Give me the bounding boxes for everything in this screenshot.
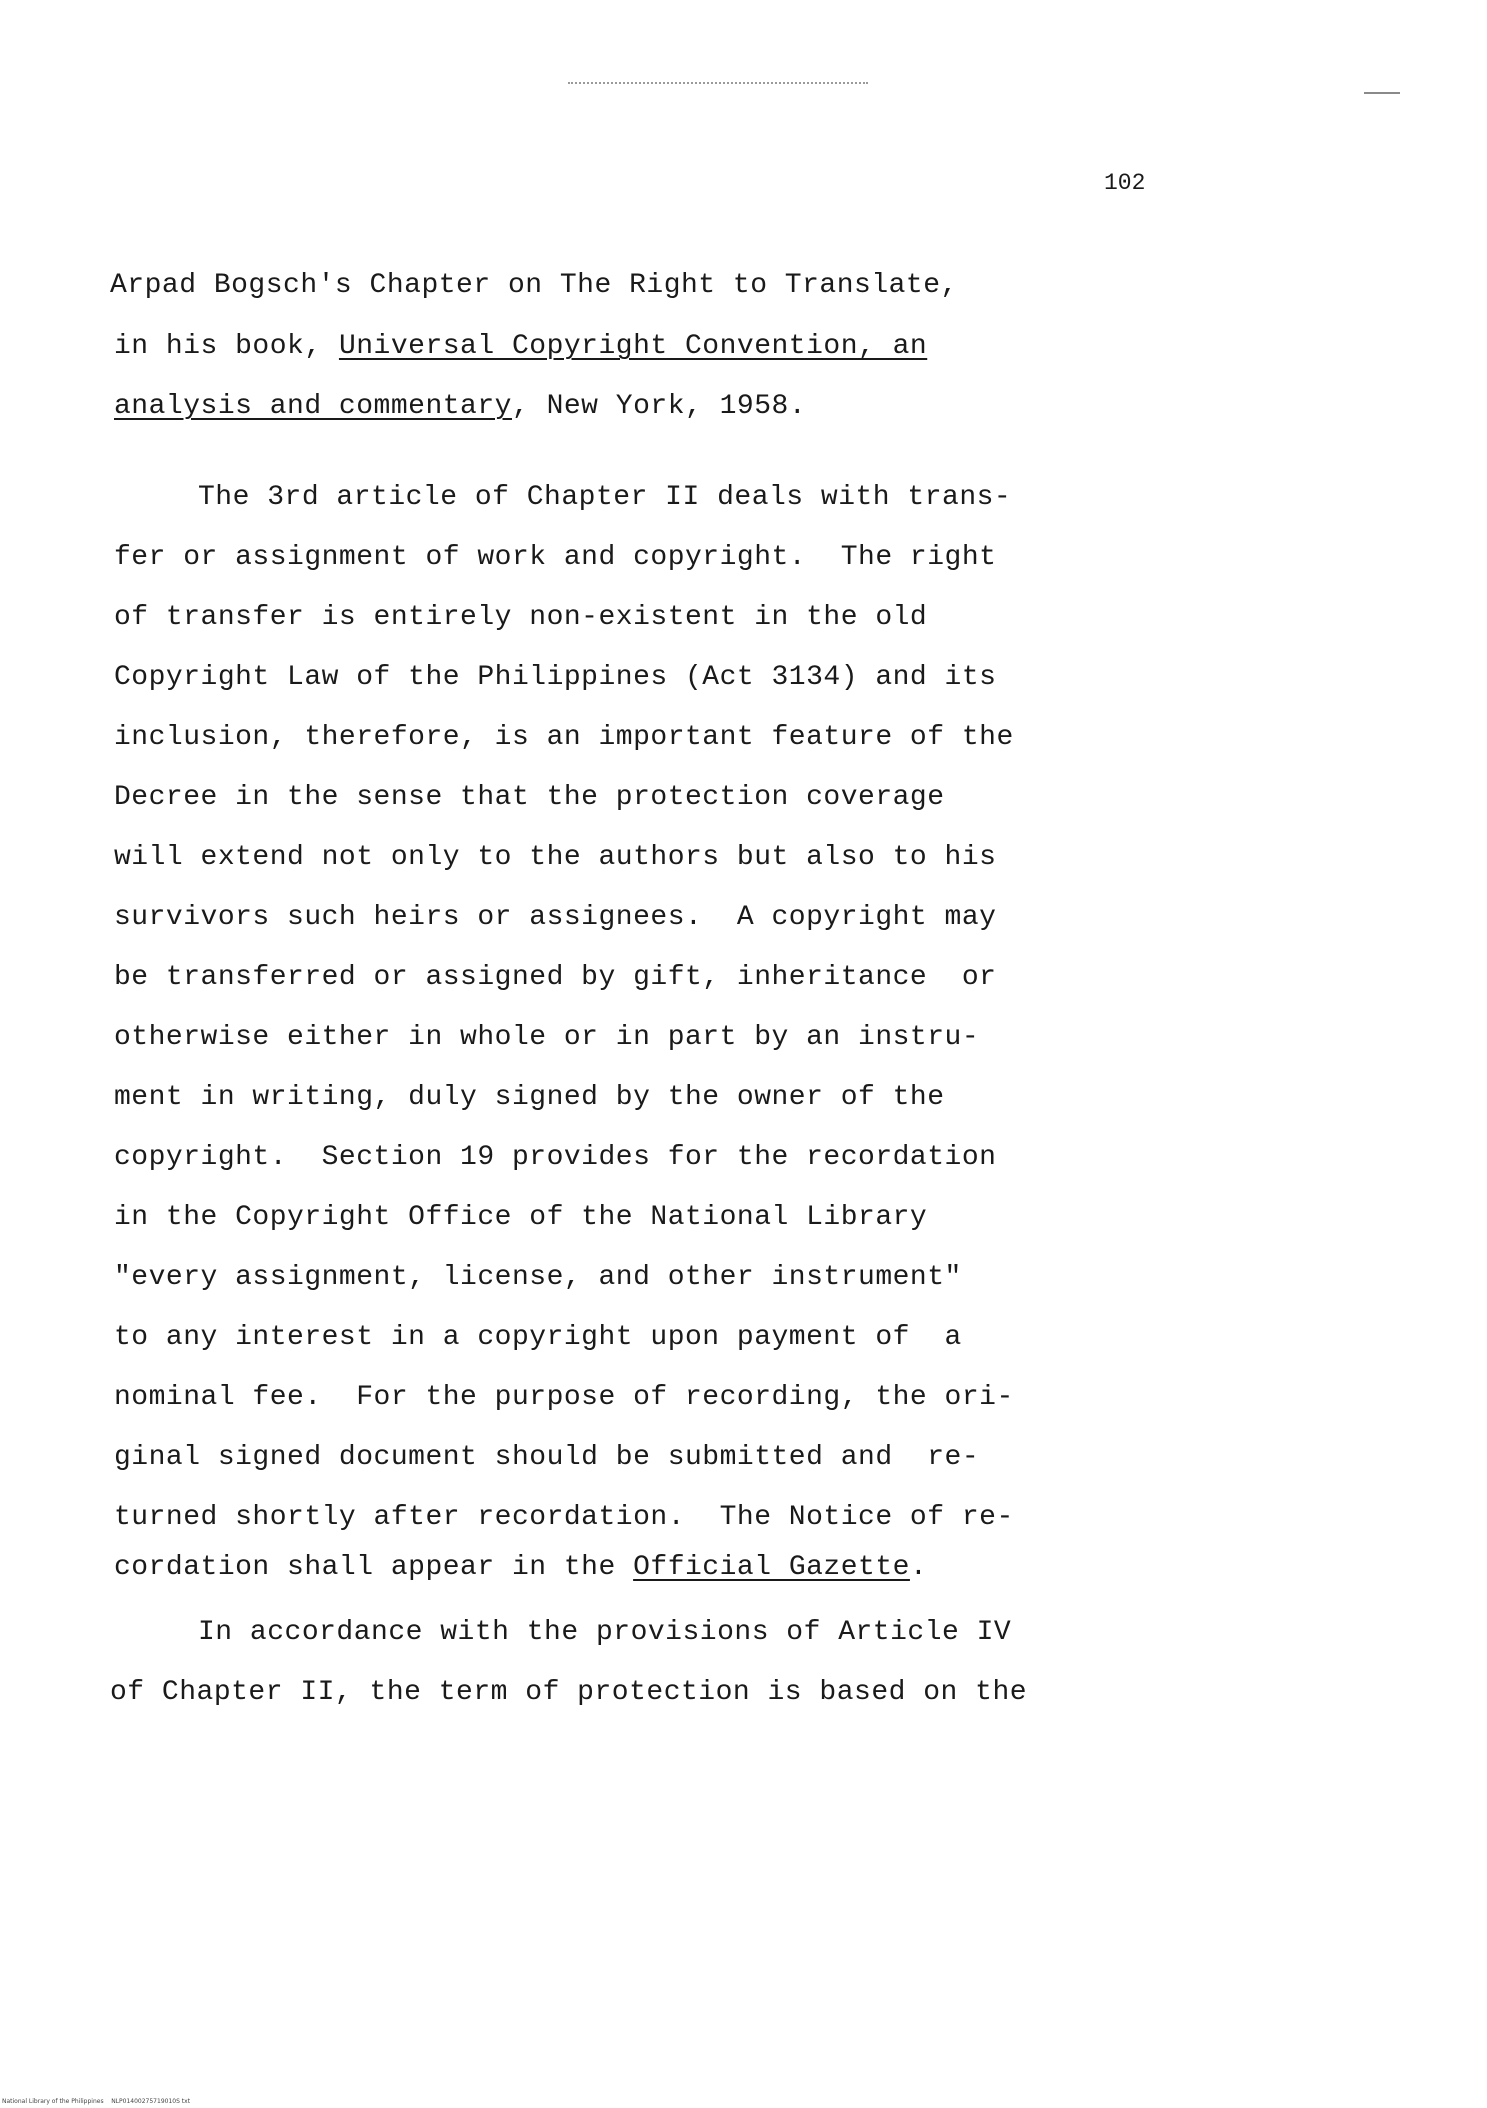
paragraph-1-line-8: survivors such heirs or assignees. A copyright may — [114, 902, 997, 933]
paragraph-1-line-16: nominal fee. For the purpose of recording, the ori- — [114, 1382, 1014, 1413]
paragraph-1-line-14: "every assignment, license, and other instrument" — [114, 1262, 962, 1293]
gazette-line-prefix: cordation shall appear in the — [114, 1552, 634, 1583]
paragraph-1-line-1: The 3rd article of Chapter II deals with trans- — [198, 482, 1012, 513]
paragraph-2-line-1: In accordance with the provisions of Article IV — [198, 1617, 1012, 1648]
citation-line-3 — [114, 393, 806, 421]
paragraph-1-line-18: turned shortly after recordation. The Notice of re- — [114, 1502, 1014, 1533]
paragraph-1-line-11: ment in writing, duly signed by the owner of the — [114, 1082, 945, 1113]
paragraph-1-line-5: inclusion, therefore, is an important feature of the — [114, 722, 1014, 753]
page-number: 102 — [1104, 170, 1146, 196]
paragraph-1-line-4: Copyright Law of the Philippines (Act 3134) and its — [114, 662, 997, 693]
citation-line-3-suffix: , New York, 1958. — [511, 391, 807, 422]
citation-line-1: Arpad Bogsch's Chapter on The Right to Translate, — [110, 270, 958, 301]
book-title-part-1: Universal Copyright Convention, an — [338, 331, 928, 362]
citation-line-2 — [114, 333, 927, 361]
paragraph-1-line-7: will extend not only to the authors but also to his — [114, 842, 997, 873]
top-scan-rule — [568, 82, 868, 84]
paragraph-1-line-3: of transfer is entirely non-existent in the old — [114, 602, 928, 633]
paragraph-1-line-13: in the Copyright Office of the National Library — [114, 1202, 928, 1233]
scan-footer: National Library of the Philippines NLP01400275719010S txt — [2, 2098, 191, 2105]
gazette-line-suffix: . — [909, 1552, 928, 1583]
paragraph-1-line-12: copyright. Section 19 provides for the recordation — [114, 1142, 997, 1173]
book-title-part-2: analysis and commentary — [114, 391, 512, 422]
paragraph-1-line-2: fer or assignment of work and copyright. The right — [114, 542, 997, 573]
top-right-scan-mark — [1364, 92, 1400, 94]
paragraph-2-line-2: of Chapter II, the term of protection is based on the — [110, 1677, 1028, 1708]
paragraph-1-line-19 — [114, 1554, 927, 1582]
paragraph-1-line-9: be transferred or assigned by gift, inheritance or — [114, 962, 997, 993]
paragraph-1-line-17: ginal signed document should be submitted and re- — [114, 1442, 980, 1473]
official-gazette-title: Official Gazette — [633, 1552, 910, 1583]
paragraph-1-line-10: otherwise either in whole or in part by an instru- — [114, 1022, 980, 1053]
paragraph-1-line-15: to any interest in a copyright upon payment of a — [114, 1322, 962, 1353]
citation-line-2-prefix: in his book, — [114, 331, 339, 362]
paragraph-1-line-6: Decree in the sense that the protection coverage — [114, 782, 945, 813]
